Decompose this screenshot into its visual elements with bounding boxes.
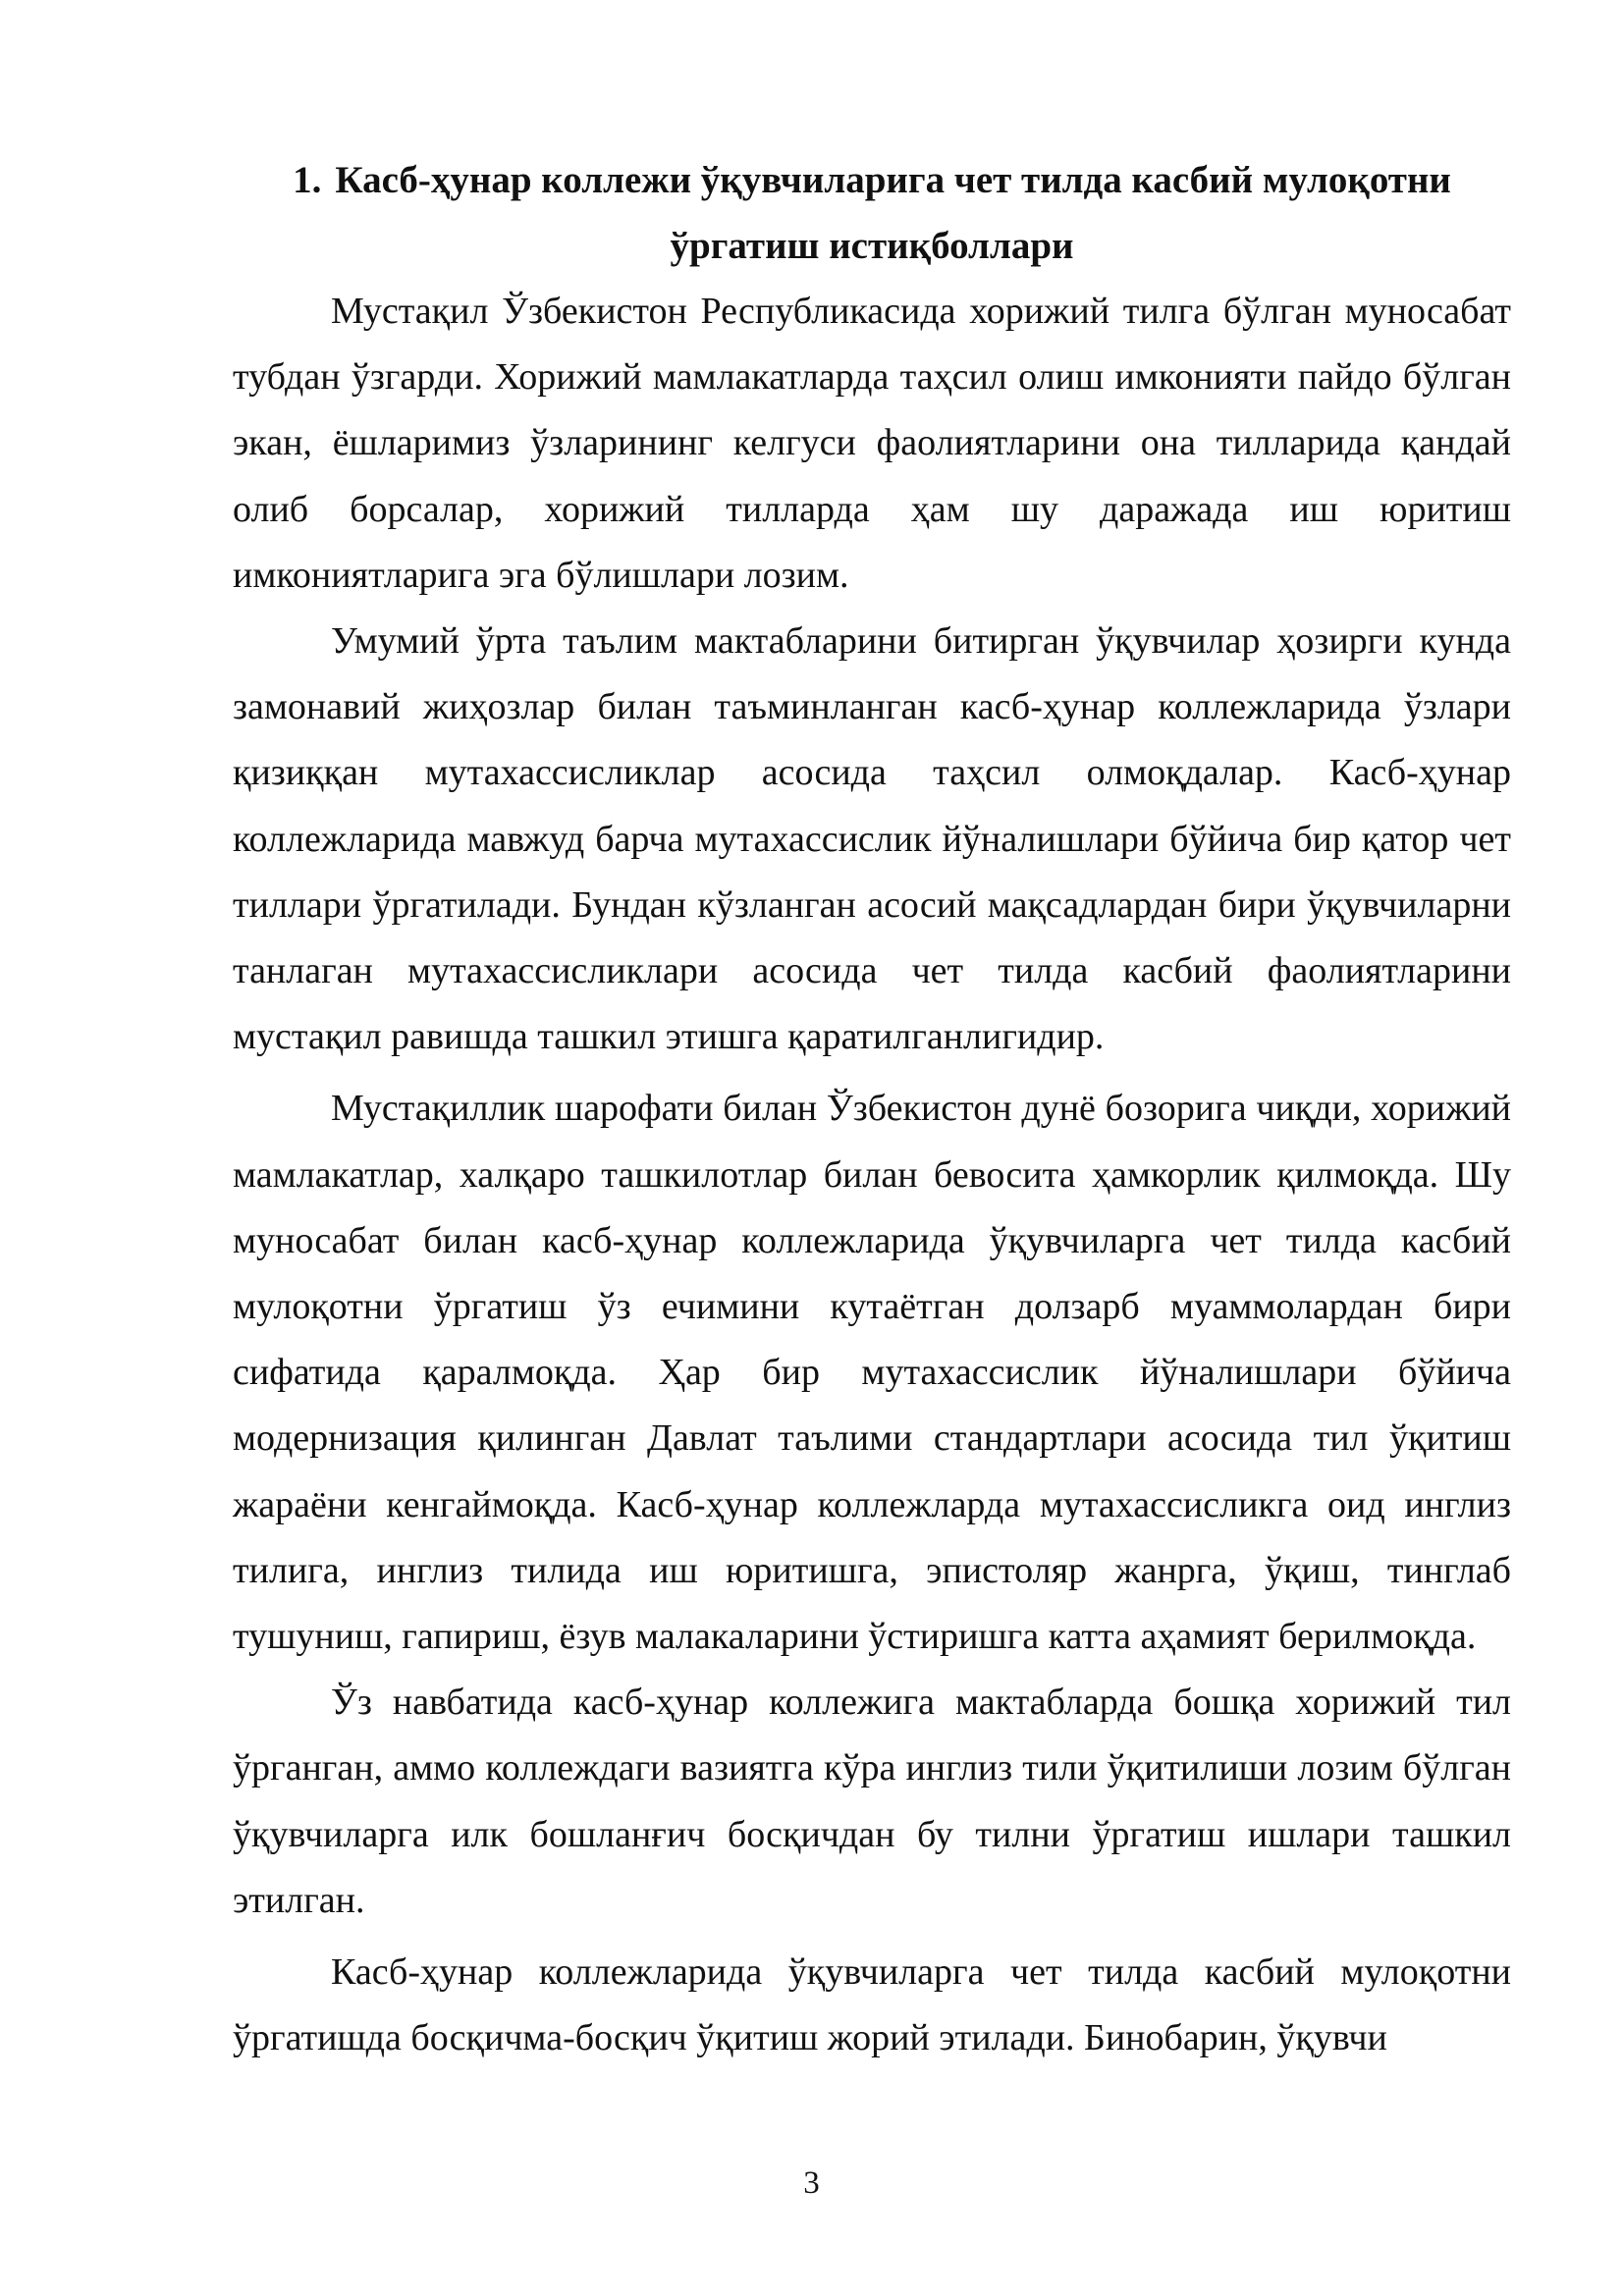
paragraph-5: Касб-ҳунар коллежларида ўқувчиларга чет тилда касбий мулоқотни ўргатишда босқичма-босқич ўқитиш жорий этилади. Бинобарин, ўқувчи [233,1951,1511,2059]
page-number: 3 [803,2165,820,2201]
section-number: 1. [293,159,322,201]
paragraph-2: Умумий ўрта таълим мактабларини битирган ўқувчилар ҳозирги кунда замонавий жиҳозлар билан таъминланган касб-ҳунар коллежларида ўзлари қизиққан мутахассисликлар асосида таҳсил олмоқдалар. Касб-ҳунар коллежларида мавжуд барча мутахассислик йўналишлари бўйича бир қатор чет тиллари ўргатилади. Бундан кўзланган асосий мақсадлардан бири ўқувчиларни танлаган мутахассисликлари асосида чет тилда касбий фаолиятларини мустақил равишда ташкил этишга қаратилганлигидир. [233,620,1511,1058]
body-text [233,279,1511,2071]
section-heading [228,147,1516,279]
paragraph-1: Мустақил Ўзбекистон Республикасида хорижий тилга бўлган муносабат тубдан ўзгарди. Хорижий мамлакатларда таҳсил олиш имконияти пайдо бўлган экан, ёшларимиз ўзларининг келгуси фаолиятларини она тилларида қандай олиб борсалар, хорижий тилларда ҳам шу даражада иш юритиш имкониятларига эга бўлишлари лозим. [233,291,1511,596]
paragraph-4: Ўз навбатида касб-ҳунар коллежига мактабларда бошқа хорижий тил ўрганган, аммо коллеждаги вазиятга кўра инглиз тили ўқитилиши лозим бўлган ўқувчиларга илк бошланғич босқичдан бу тилни ўргатиш ишлари ташкил этилган. [233,1682,1511,1921]
section-title: Касб-ҳунар коллежи ўқувчиларига чет тилда касбий мулоқотни ўргатиш истиқболлари [335,159,1451,267]
paragraph-3: Мустақиллик шарофати билан Ўзбекистон дунё бозорига чиқди, хорижий мамлакатлар, халқаро ташкилотлар билан бевосита ҳамкорлик қилмоқда. Шу муносабат билан касб-ҳунар коллежларида ўқувчиларга чет тилда касбий мулоқотни ўргатиш ўз ечимини кутаётган долзарб муаммолардан бири сифатида қаралмоқда. Ҳар бир мутахассислик йўналишлари бўйича модернизация қилинган Давлат таълими стандартлари асосида тил ўқитиш жараёни кенгаймоқда. Касб-ҳунар коллежларда мутахассисликга оид инглиз тилига, инглиз тилида иш юритишга, эпистоляр жанрга, ўқиш, тинглаб тушуниш, гапириш, ёзув малакаларини ўстиришга катта аҳамият берилмоқда. [233,1088,1511,1658]
